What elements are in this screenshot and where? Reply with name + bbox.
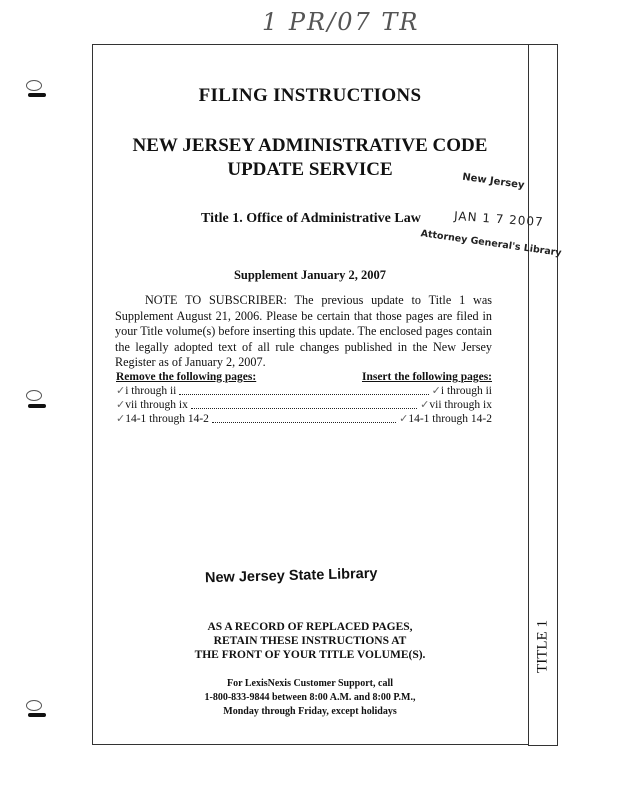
remove-pages: i through ii [125, 385, 177, 397]
page-title: FILING INSTRUCTIONS [198, 85, 422, 106]
record-notice-line2: RETAIN THESE INSTRUCTIONS AT [213, 635, 407, 647]
checkmark-icon: ✓ [116, 384, 126, 397]
stamp-new-jersey: New Jersey [461, 171, 526, 192]
checkmark-icon: ✓ [116, 398, 126, 411]
code-title-line2: UPDATE SERVICE [227, 159, 393, 180]
punch-hole-bottom [26, 700, 42, 711]
code-title-line1: NEW JERSEY ADMINISTRATIVE CODE [132, 135, 488, 156]
dot-leader [191, 408, 417, 409]
frame-top-line [92, 44, 528, 45]
pages-table-header [116, 370, 492, 384]
checkmark-icon: ✓ [431, 384, 441, 397]
supplement-date: Supplement January 2, 2007 [233, 268, 387, 282]
remove-pages: 14-1 through 14-2 [125, 413, 209, 425]
table-row [116, 384, 492, 398]
stamp-date: JAN 1 7 2007 [453, 208, 545, 230]
punch-hole-shadow-bottom [28, 713, 46, 717]
pages-table [116, 370, 492, 426]
support-line3: Monday through Friday, except holidays [223, 706, 397, 717]
title-tab-label: TITLE 1 [534, 620, 551, 673]
title-line: Title 1. Office of Administrative Law [201, 211, 421, 226]
dot-leader [179, 394, 428, 395]
note-to-subscriber: NOTE TO SUBSCRIBER: The previous update to Title 1 was Supplement August 21, 2006. Please be certain that those pages are filed in your Title volume(s) before inserting this update. The enclosed pages contain the legally adopted text of all rule changes published in the New Jersey Register as of January 2, 2007. [115, 293, 492, 369]
support-line1: For LexisNexis Customer Support, call [226, 678, 393, 689]
insert-pages: 14-1 through 14-2 [408, 413, 492, 425]
checkmark-icon: ✓ [420, 398, 430, 411]
library-stamp: New Jersey State Library [204, 565, 378, 587]
punch-hole-top [26, 80, 42, 91]
insert-pages: i through ii [440, 385, 492, 397]
remove-header: Remove the following pages: [116, 371, 257, 383]
insert-pages: vii through ix [429, 399, 492, 411]
remove-pages: vii through ix [125, 399, 188, 411]
punch-hole-shadow-middle [28, 404, 46, 408]
punch-hole-middle [26, 390, 42, 401]
table-row [116, 412, 492, 426]
record-notice-line1: AS A RECORD OF REPLACED PAGES, [207, 621, 413, 633]
dot-leader [212, 422, 396, 423]
stamp-library: Attorney General's Library [419, 228, 563, 259]
frame-bottom-line [92, 744, 528, 745]
checkmark-icon: ✓ [116, 412, 126, 425]
insert-header: Insert the following pages: [361, 371, 492, 383]
checkmark-icon: ✓ [399, 412, 409, 425]
punch-hole-shadow-top [28, 93, 46, 97]
table-row [116, 398, 492, 412]
record-notice-line3: THE FRONT OF YOUR TITLE VOLUME(S). [194, 649, 426, 661]
frame-left-line [92, 44, 93, 744]
handwritten-number: 1 PR/07 TR [262, 8, 420, 36]
support-line2: 1-800-833-9844 between 8:00 A.M. and 8:00 P.M., [204, 692, 416, 703]
